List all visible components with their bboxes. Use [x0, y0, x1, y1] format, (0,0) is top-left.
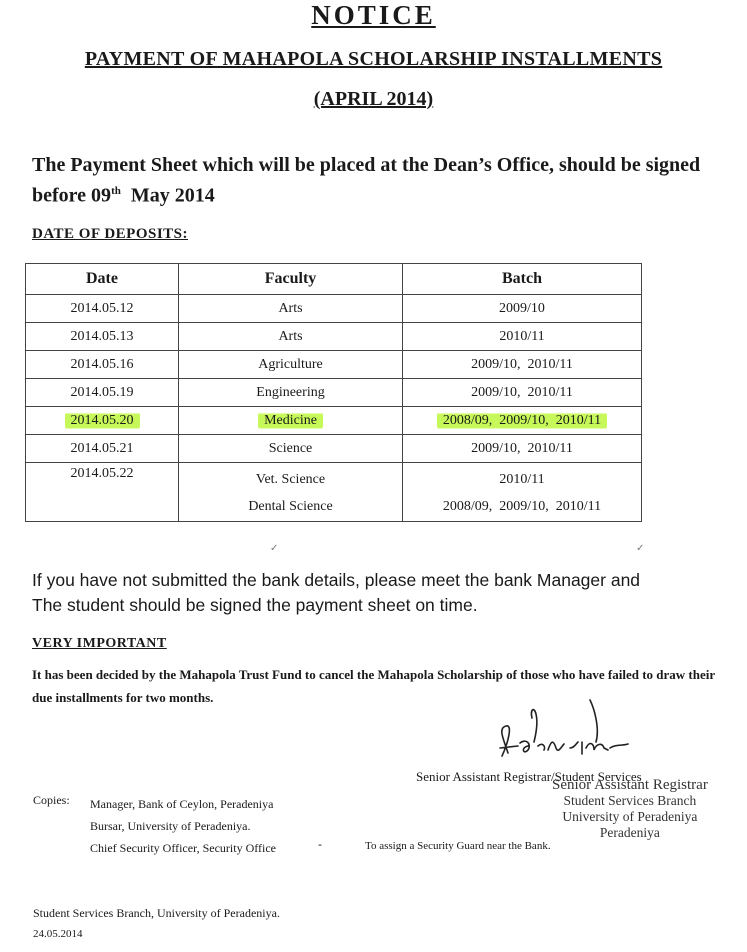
signature-scribble [478, 698, 668, 768]
official-stamp [552, 777, 708, 841]
important-heading: VERY IMPORTANT [32, 636, 167, 651]
cell-batch: 2009/10, 2010/11 [403, 379, 642, 407]
intro-paragraph: The Payment Sheet which will be placed at the Dean’s Office, should be signed before 09th May 2014 [32, 154, 701, 207]
intro-superscript: th [111, 185, 121, 197]
table-row [26, 351, 642, 379]
cell-batch: 2010/11 [403, 323, 642, 351]
cell-faculty: Arts [179, 295, 403, 323]
table-row [26, 379, 642, 407]
cell-batch: 2009/10, 2010/11 [403, 435, 642, 463]
footer-date: 24.05.2014 [33, 928, 83, 940]
stamp-line: University of Peradeniya [562, 809, 698, 824]
stamp-line: Senior Assistant Registrar [552, 777, 708, 793]
copies-list [90, 793, 276, 859]
copies-item: Chief Security Officer, Security Office [90, 841, 277, 855]
highlight-mark: Medicine [258, 411, 323, 430]
cell-batch [403, 463, 642, 522]
cell-date: 2014.05.16 [26, 351, 179, 379]
table-row [26, 435, 642, 463]
cell-line: Dental Science [248, 499, 333, 514]
cell-faculty [179, 407, 403, 435]
cell-faculty: Engineering [179, 379, 403, 407]
highlight-mark: 2008/09, 2009/10, 2010/11 [437, 411, 607, 430]
signatory-title: Senior Assistant Registrar/Student Services [416, 769, 642, 784]
cell-line: 2010/11 [499, 472, 545, 487]
copies-item: Bursar, University of Peradeniya. [90, 819, 251, 833]
copies-item: Manager, Bank of Ceylon, Peradeniya [90, 797, 274, 811]
stamp-line: Peradeniya [599, 825, 660, 840]
deposits-table [25, 263, 642, 522]
cell-line: Vet. Science [255, 472, 326, 487]
cell-faculty: Science [179, 435, 403, 463]
notice-line: The student should be signed the payment sheet on time. [32, 595, 478, 615]
cell-date: 2014.05.12 [26, 295, 179, 323]
copies-note: To assign a Security Guard near the Bank. [365, 840, 551, 852]
notice-subtitle: PAYMENT OF MAHAPOLA SCHOLARSHIP INSTALLMENTS [84, 48, 663, 70]
table-row [26, 295, 642, 323]
bank-details-paragraph [32, 568, 722, 618]
cell-date: 2014.05.21 [26, 435, 179, 463]
column-header-batch: Batch [403, 264, 642, 295]
footer-organization: Student Services Branch, University of Peradeniya. [33, 906, 280, 920]
cell-date: 2014.05.19 [26, 379, 179, 407]
cell-faculty: Agriculture [179, 351, 403, 379]
cell-faculty: Arts [179, 323, 403, 351]
scan-speck: ✓ [636, 543, 645, 554]
cell-date [26, 407, 179, 435]
table-row [26, 323, 642, 351]
copies-dash: - [318, 837, 322, 851]
deposits-heading: DATE OF DEPOSITS: [32, 226, 189, 242]
cell-date: 2014.05.13 [26, 323, 179, 351]
stamp-line: Student Services Branch [563, 793, 697, 808]
cell-batch: 2009/10, 2010/11 [403, 351, 642, 379]
table-row [26, 463, 642, 522]
cell-date: 2014.05.22 [26, 463, 179, 522]
column-header-faculty: Faculty [179, 264, 403, 295]
highlight-mark: 2014.05.20 [65, 411, 140, 430]
notice-period: (APRIL 2014) [313, 88, 434, 110]
table-row-highlighted [26, 407, 642, 435]
cell-batch: 2009/10 [403, 295, 642, 323]
notice-title: NOTICE [311, 0, 436, 30]
cell-batch [403, 407, 642, 435]
notice-line: If you have not submitted the bank details, please meet the bank Manager and [32, 570, 641, 590]
cell-line: 2008/09, 2009/10, 2010/11 [442, 499, 602, 514]
important-paragraph: It has been decided by the Mahapola Trust Fund to cancel the Mahapola Scholarship of those who have failed to draw their due installments for two months. [32, 667, 715, 705]
copies-label: Copies: [33, 793, 70, 807]
cell-faculty [179, 463, 403, 522]
column-header-date: Date [26, 264, 179, 295]
scan-speck: ✓ [270, 543, 279, 554]
table-header-row [26, 264, 642, 295]
